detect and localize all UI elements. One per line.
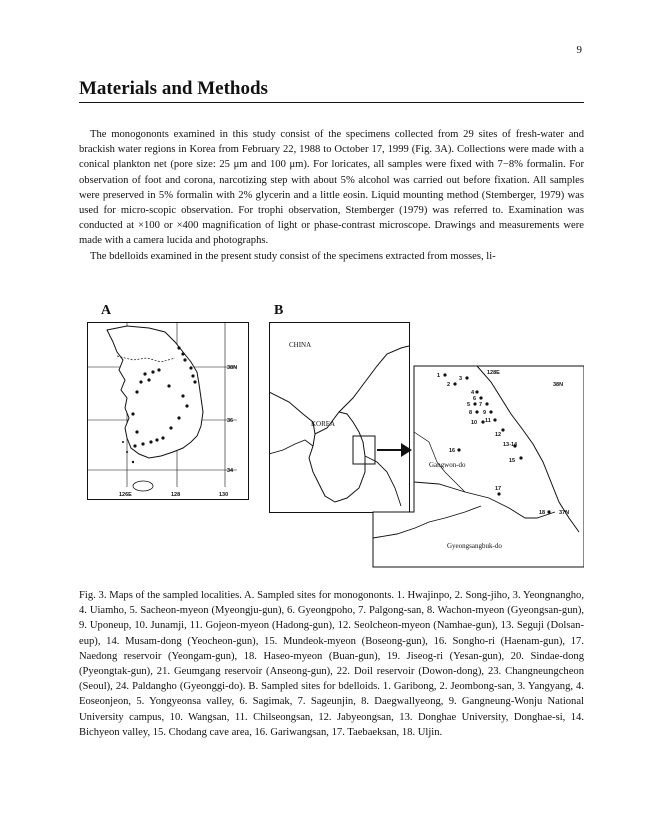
gyeongsangbuk-label: Gyeongsangbuk-do — [447, 542, 502, 550]
site-17: 17 — [495, 486, 502, 492]
site-18: 18 — [539, 510, 546, 516]
site-13-14: 13-14 — [503, 442, 518, 448]
coord-128e: 128E — [487, 370, 500, 376]
korea-label: KOREA — [311, 420, 336, 428]
page-number: 9 — [576, 44, 582, 56]
site-2: 2 — [447, 382, 451, 388]
site-12: 12 — [495, 432, 502, 438]
lat-label-38: 38N — [227, 365, 238, 371]
site-4: 4 — [471, 390, 475, 396]
china-label: CHINA — [289, 341, 312, 349]
panel-a-label: A — [101, 303, 112, 318]
gangwon-label: Gangwon-do — [429, 461, 466, 469]
site-3: 3 — [459, 376, 463, 382]
panel-a-map — [87, 322, 249, 500]
panel-b-label: B — [274, 303, 284, 318]
lat-label-34: 34 — [227, 468, 234, 474]
site-10: 10 — [471, 420, 478, 426]
coord-38n: 38N — [553, 382, 564, 388]
site-1: 1 — [437, 373, 441, 379]
site-6: 6 — [473, 396, 477, 402]
lon-label-130: 130 — [219, 492, 229, 498]
coord-37n: 37N — [559, 510, 570, 516]
section-title: Materials and Methods — [79, 78, 584, 103]
site-7: 7 — [479, 402, 483, 408]
body-text — [79, 127, 584, 264]
lon-label-128: 128 — [171, 492, 181, 498]
paragraph-2: The bdelloids examined in the present study consist of the specimens extracted from mosses, li- — [90, 250, 496, 262]
figure-3 — [79, 303, 584, 573]
site-9: 9 — [483, 410, 487, 416]
lon-label-126: 126E — [119, 492, 132, 498]
paragraph-1: The monogononts examined in this study consist of the specimens collected from 29 sites of fresh-water and brackish water regions in Korea from February 22, 1988 to October 17, 1999 (Fig. 3A). Collections were made with a conical plankton net (pore size: 25 μm and 100 μm). For loricates, all samples were fixed with 7−8% formalin. For observation of foot and corona, narcotizing step with about 5% alcohol was carried out before fixation. All samples were preserved in 5% formalin with 2% glycerin and a little eosin. Liquid mounting method (Stemberger, 1979) was used for micro-scopic observation. For trophi observation, Stemberger (1979) was referred to. Examination was conducted at ×100 or ×400 magnification of light or phase-contrast microscope. Drawings and measurements were made with a camera lucida and photographs. — [79, 129, 584, 247]
site-15: 15 — [509, 458, 516, 464]
site-16: 16 — [449, 448, 456, 454]
site-5: 5 — [467, 402, 471, 408]
figure-caption: Fig. 3. Maps of the sampled localities. A. Sampled sites for monogononts. 1. Hwajinpo, 2. Song-jiho, 3. Yeongnangho, 4. Uiamho, 5. Sacheon-myeon (Myeongju-gun), 6. Gyeongpoho, 7. Palgong-san, 8. Wachon-myeon (Gyeongsan-gun), 9. Uponeup, 10. Junamji, 11. Gojeon-myeon (Hadong-gun), 12. Seolcheon-myeon (Namhae-gun), 13. Seguji (Dolsan-eup), 14. Musam-dong (Yeocheon-gun), 15. Mundeok-myeon (Boseong-gun), 16. Songho-ri (Haenam-gun), 17. Naedong reservoir (Yeongam-gun), 18. Haseo-myeon (Buan-gun), 19. Jiseog-ri (Yesan-gun), 20. Sindae-dong (Pyeongtak-gun), 21. Geumgang reservoir (Anseong-gun), 22. Doil reservoir (Dowon-dong), 23. Changneungcheon (Seoul), 24. Paldangho (Gyeonggi-do). B. Sampled sites for bdelloids. 1. Garibong, 2. Jeombong-san, 3. Yangyang, 4. Eoseonjeon, 5. Yongyeonsa valley, 6. Sagimak, 7. Sageunjin, 8. Daegwallyeong, 9. Gangneung-Wonju National University campus, 10. Wangsan, 11. Chilseongsan, 12. Jabyeongsan, 13. Donghae University, Donghae-si, 14. Bichyeon valley, 15. Chodang cave area, 16. Gariwangsan, 17. Taebaeksan, 18. Uljin. — [79, 590, 584, 738]
lat-label-36: 36 — [227, 418, 234, 424]
site-8: 8 — [469, 410, 473, 416]
panel-b-map — [269, 322, 584, 572]
site-11: 11 — [485, 418, 491, 424]
